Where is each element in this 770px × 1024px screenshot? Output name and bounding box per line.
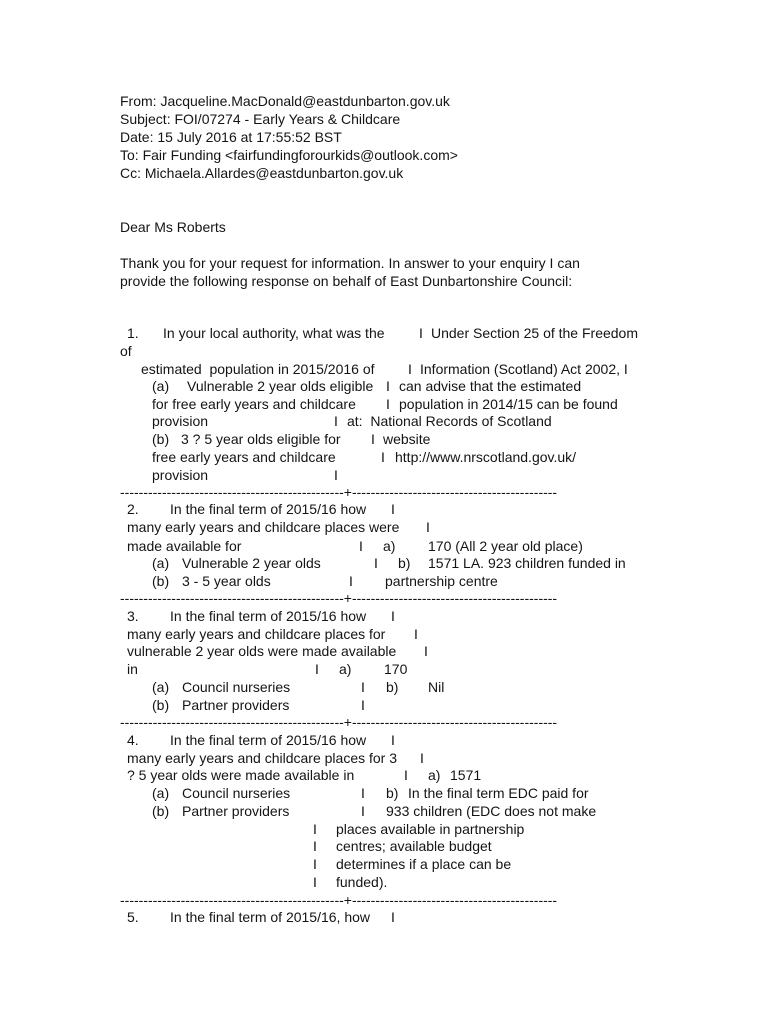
column-separator: I: [374, 555, 378, 571]
question-text: provision: [152, 467, 209, 483]
question-text: in: [127, 661, 138, 677]
column-separator: I: [371, 431, 375, 447]
answer-text: population in 2014/15 can be found: [399, 396, 618, 412]
column-separator: I: [386, 378, 390, 394]
question-text: estimated population in 2015/2016 of: [141, 361, 375, 377]
question-text: In the final term of 2015/16, how: [170, 909, 371, 925]
item-label: (b): [152, 573, 170, 589]
question-text: 3 - 5 year olds: [182, 573, 271, 589]
email-cc: Cc: Michaela.Allardes@eastdunbarton.gov.uk: [120, 165, 404, 181]
answer-label: a): [339, 661, 352, 677]
answer-text: Under Section 25 of the Freedom: [431, 325, 639, 341]
question-text: for free early years and childcare: [152, 396, 356, 412]
question-number: 5.: [127, 909, 139, 925]
question-text: made available for: [127, 538, 242, 554]
answer-text: 933 children (EDC does not make: [386, 803, 597, 819]
column-separator: I: [313, 838, 317, 854]
question-text: In your local authority, what was the: [163, 325, 385, 341]
question-text: Council nurseries: [182, 679, 291, 695]
column-separator: I: [408, 361, 412, 377]
answer-text: 170: [384, 661, 408, 677]
column-separator: I: [349, 573, 353, 589]
item-label: (b): [152, 803, 170, 819]
question-text: Partner providers: [182, 697, 290, 713]
question-number: 2.: [127, 501, 139, 517]
question-text: Council nurseries: [182, 785, 291, 801]
item-label: (b): [152, 697, 170, 713]
answer-text: funded).: [336, 874, 388, 890]
column-separator: I: [414, 626, 418, 642]
column-separator: I: [426, 519, 430, 535]
row-divider: ------------------------------------------------+--------------------------------------------: [120, 590, 558, 606]
column-separator: I: [334, 467, 338, 483]
question-text: Vulnerable 2 year olds eligible: [187, 378, 374, 394]
answer-text: centres; available budget: [336, 838, 492, 854]
column-separator: I: [361, 697, 365, 713]
answer-text: website: [383, 431, 431, 447]
question-text: In the final term of 2015/16 how: [170, 732, 367, 748]
answer-url: http://www.nrscotland.gov.uk/: [395, 449, 577, 465]
question-text: Partner providers: [182, 803, 290, 819]
answer-text: places available in partnership: [336, 821, 525, 837]
item-label: (a): [152, 785, 170, 801]
answer-text: determines if a place can be: [336, 856, 512, 872]
answer-label: b): [398, 555, 411, 571]
column-separator: I: [386, 396, 390, 412]
column-separator: I: [391, 732, 395, 748]
answer-text: 1571: [450, 767, 482, 783]
email-to: To: Fair Funding <fairfundingforourkids@outlook.com>: [120, 147, 458, 163]
answer-label: b): [386, 679, 399, 695]
question-text: many early years and childcare places for 3: [127, 750, 398, 766]
column-separator: I: [404, 767, 408, 783]
question-text: 3 ? 5 year olds eligible for: [181, 431, 341, 447]
answer-text: partnership centre: [385, 573, 498, 589]
question-text: vulnerable 2 year olds were made available: [127, 643, 397, 659]
column-separator: I: [359, 538, 363, 554]
column-separator: I: [313, 874, 317, 890]
intro-line: provide the following response on behalf of East Dunbartonshire Council:: [120, 273, 573, 289]
question-text: of: [120, 343, 132, 359]
question-text: Vulnerable 2 year olds: [182, 555, 321, 571]
column-separator: I: [391, 909, 395, 925]
answer-text: Information (Scotland) Act 2002, I: [420, 361, 628, 377]
question-text: free early years and childcare: [152, 449, 336, 465]
question-number: 4.: [127, 732, 139, 748]
email-from: From: Jacqueline.MacDonald@eastdunbarton.gov.uk: [120, 93, 450, 109]
answer-label: a): [428, 767, 441, 783]
intro-line: Thank you for your request for information. In answer to your enquiry I can: [120, 255, 580, 271]
answer-text: can advise that the estimated: [399, 378, 582, 394]
column-separator: I: [419, 325, 423, 341]
question-text: In the final term of 2015/16 how: [170, 501, 367, 517]
row-divider: ------------------------------------------------+--------------------------------------------: [120, 714, 558, 730]
question-text: ? 5 year olds were made available in: [127, 767, 355, 783]
column-separator: I: [424, 643, 428, 659]
item-label: (b): [152, 431, 170, 447]
column-separator: I: [391, 501, 395, 517]
question-text: many early years and childcare places were: [127, 519, 400, 535]
question-text: In the final term of 2015/16 how: [170, 608, 367, 624]
answer-text: In the final term EDC paid for: [408, 785, 589, 801]
answer-label: a): [383, 538, 396, 554]
column-separator: I: [313, 856, 317, 872]
column-separator: I: [381, 449, 385, 465]
column-separator: I: [361, 785, 365, 801]
column-separator: I: [420, 750, 424, 766]
column-separator: I: [315, 661, 319, 677]
column-separator: I: [361, 803, 365, 819]
question-text: many early years and childcare places for: [127, 626, 386, 642]
item-label: (a): [152, 679, 170, 695]
column-separator: I: [361, 679, 365, 695]
column-separator: I: [334, 413, 338, 429]
row-divider: ------------------------------------------------+--------------------------------------------: [120, 484, 558, 500]
row-divider: ------------------------------------------------+--------------------------------------------: [120, 892, 558, 908]
answer-text: 170 (All 2 year old place): [428, 538, 583, 554]
item-label: (a): [152, 378, 170, 394]
greeting: Dear Ms Roberts: [120, 219, 226, 235]
answer-text: 1571 LA. 923 children funded in: [428, 555, 626, 571]
email-subject: Subject: FOI/07274 - Early Years & Childcare: [120, 111, 401, 127]
question-text: provision: [152, 413, 209, 429]
email-date: Date: 15 July 2016 at 17:55:52 BST: [120, 129, 342, 145]
answer-text: at: National Records of Scotland: [347, 413, 552, 429]
item-label: (a): [152, 555, 170, 571]
answer-label: b): [386, 785, 399, 801]
question-number: 1.: [127, 325, 139, 341]
column-separator: I: [391, 608, 395, 624]
column-separator: I: [313, 821, 317, 837]
answer-text: Nil: [428, 679, 445, 695]
question-number: 3.: [127, 608, 139, 624]
